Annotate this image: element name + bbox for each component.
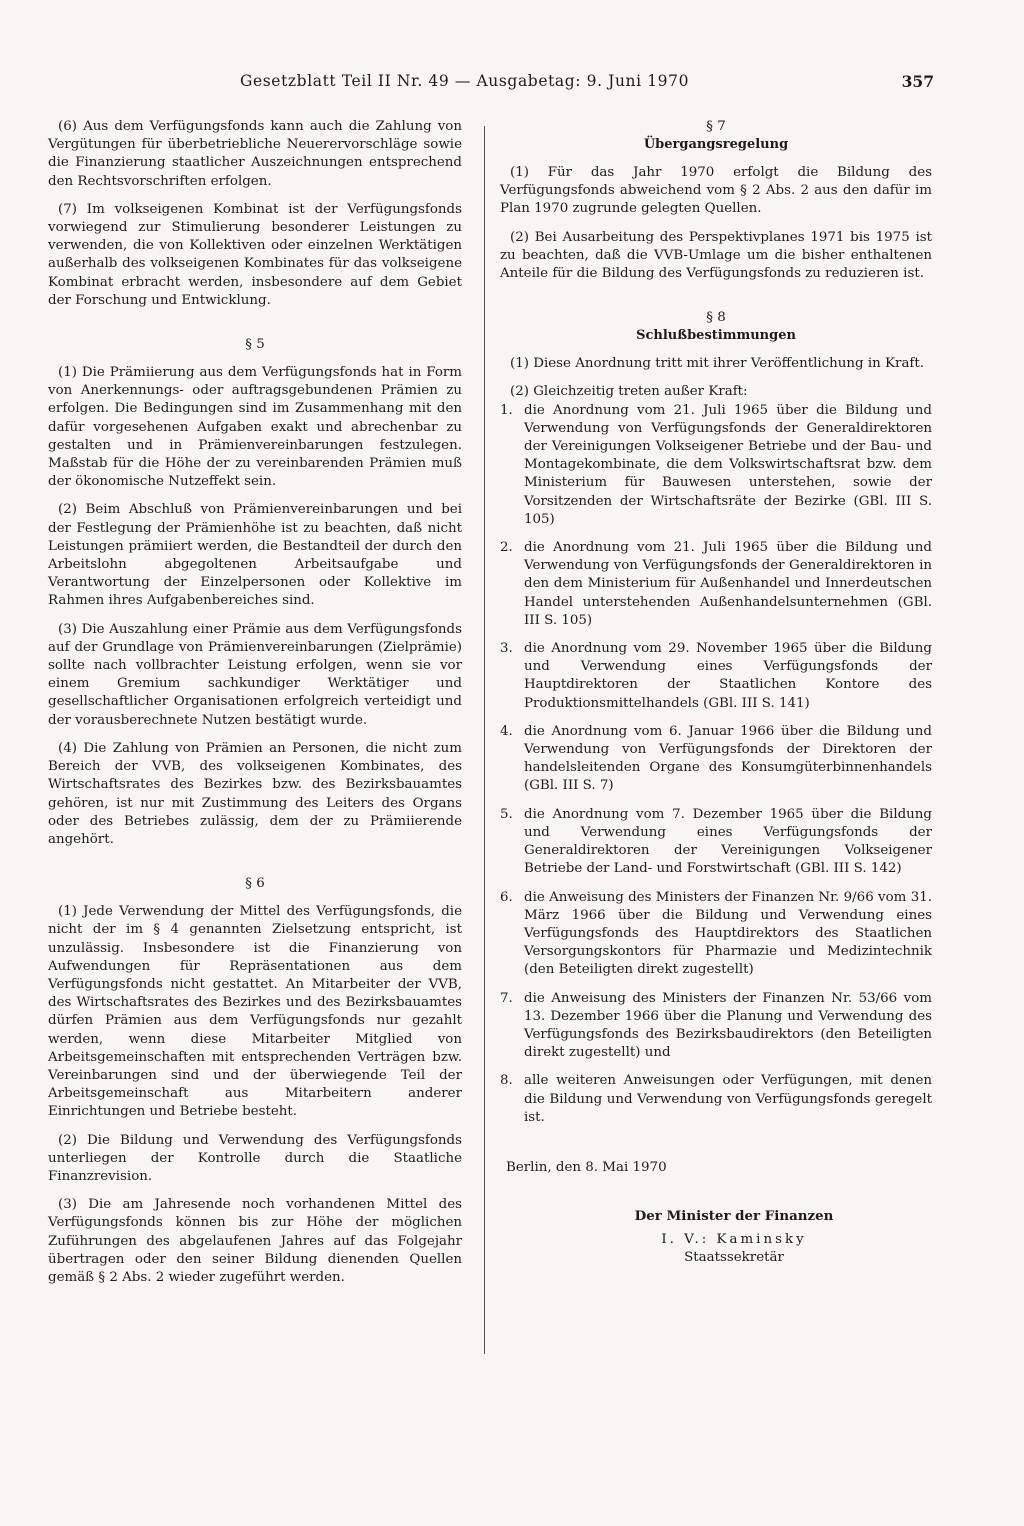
list-item-text: die Anordnung vom 21. Juli 1965 über die Bildung und Verwendung von Verfügungsfonds der Generaldirektoren in den dem Ministerium für Außenhandel und Innerdeutschen Handel unterstehenden Außenhandelsunternehmen (GBl. III S. 105) (524, 540, 932, 628)
list-item-number: 5. (500, 806, 513, 822)
section-5-paragraph-4: (4) Die Zahlung von Prämien an Personen, die nicht zum Bereich der VVB, des volkseigenen Kombinates, des Wirtschaftsrates des Bezirkes bzw. des Bezirksbauamtes gehören, ist nur mit Zustimmung des Leiters des Organs oder des Betriebes zulässig, dem der zu Prämiierende angehört. (48, 740, 462, 847)
list-item (500, 402, 932, 529)
section-6-paragraph-1: (1) Jede Verwendung der Mittel des Verfügungsfonds, die nicht der im § 4 genannten Zielsetzung entspricht, ist unzulässig. Insbesondere ist die Finanzierung von Aufwendungen für Repräsentationen aus dem Verfügungsfonds nicht gestattet. An Mitarbeiter der VVB, des Wirtschaftsrates des Bezirkes und des Bezirksbauamtes dürfen Prämien aus dem Verfügungsfonds nur gezahlt werden, wenn diese Mitarbeiter Mitglied von Arbeitsgemeinschaften mit entsprechenden Verträgen bzw. Vereinbarungen sind und der überwiegende Teil der Arbeitsgemeinschaft aus Mitarbeitern anderer Einrichtungen und Betriebe besteht. (48, 904, 462, 1120)
list-item-text: die Anordnung vom 7. Dezember 1965 über die Bildung und Verwendung eines Verfügungsfonds der Generaldirektoren der Vereinigungen Volkseigener Betriebe der Land- und Forstwirtschaft (GBl. III S. 142) (524, 806, 932, 877)
section-6-paragraph-2: (2) Die Bildung und Verwendung des Verfügungsfonds unterliegen der Kontrolle durch die Staatliche Finanzrevision. (48, 1132, 462, 1184)
page-header (240, 72, 934, 96)
section-6-heading: § 6 (245, 876, 265, 892)
section-8-paragraph-1: (1) Diese Anordnung tritt mit ihrer Veröffentlichung in Kraft. (510, 356, 925, 372)
list-item (500, 640, 932, 713)
list-item-number: 3. (500, 641, 513, 657)
list-item-number: 7. (500, 990, 513, 1006)
gazette-title: Gesetzblatt Teil II Nr. 49 — Ausgabetag: 9. Juni 1970 (240, 72, 690, 90)
section-8-heading: § 8 (706, 310, 726, 326)
signature-block (500, 1159, 932, 1267)
list-item-number: 4. (500, 723, 513, 739)
list-item-text: alle weiteren Anweisungen oder Verfügungen, mit denen die Bildung und Verwendung von Verfügungsfonds geregelt ist. (524, 1073, 932, 1125)
page-number: 357 (901, 72, 934, 91)
list-item (500, 889, 932, 980)
paragraph-6: (6) Aus dem Verfügungsfonds kann auch die Zahlung von Vergütungen für überbetriebliche Neuerervorschläge sowie die Finanzierung staatlicher Auszeichnungen entsprechend den Rechtsvorschriften erfolgen. (48, 119, 462, 189)
signatory-name: I. V.: Kaminsky (661, 1231, 807, 1247)
paragraph-7: (7) Im volkseigenen Kombinat ist der Verfügungsfonds vorwiegend zur Stimulierung besonderer Leistungen zu verwenden, die von Kollektiven oder einzelnen Werktätigen außerhalb des volkseigenen Kombinates für das volkseigene Kombinat erbracht werden, insbesondere auf dem Gebiet der Forschung und Entwicklung. (48, 201, 462, 308)
list-item (500, 723, 932, 796)
section-7-heading: § 7 (706, 119, 726, 134)
section-8-title: Schlußbestimmungen (636, 328, 796, 344)
section-7-title: Übergangsregelung (643, 137, 789, 152)
list-item (500, 806, 932, 879)
list-item (500, 539, 932, 630)
section-7-paragraph-2: (2) Bei Ausarbeitung des Perspektivplanes 1971 bis 1975 ist zu beachten, daß die VVB-Umlage um die bisher enthaltenen Anteile für die Bildung des Verfügungsfonds zu reduzieren ist. (500, 229, 932, 282)
section-5-paragraph-3: (3) Die Auszahlung einer Prämie aus dem Verfügungsfonds auf der Grundlage von Prämienvereinbarungen (Zielprämie) sollte nach vollbrachter Leistung erfolgen, wenn sie vor einem Gremium sachkundiger Werktätiger und gesellschaftlicher Organisationen erfolgreich verteidigt und der vorausberechnete Nutzen bestätigt wurde. (48, 621, 462, 728)
column-divider (484, 126, 485, 1354)
section-5-heading: § 5 (245, 337, 265, 353)
list-item-number: 8. (500, 1073, 513, 1089)
right-column (500, 118, 932, 1267)
section-6-paragraph-3: (3) Die am Jahresende noch vorhandenen Mittel des Verfügungsfonds können bis zur Höhe der möglichen Zuführungen des abgelaufenen Jahres auf das Folgejahr übertragen oder den seiner Bildung dienenden Quellen gemäß § 2 Abs. 2 wieder zugeführt werden. (48, 1197, 462, 1285)
list-item-text: die Anordnung vom 21. Juli 1965 über die Bildung und Verwendung von Verfügungsfonds der Generaldirektoren der Vereinigungen Volkseigener Betriebe und der Bau- und Montagekombinate, die dem Volkswirtschaftsrat bzw. dem Ministerium für Bauwesen unterstehen, sowie der Vorsitzenden der Wirtschaftsräte der Bezirke (GBl. III S. 105) (524, 402, 932, 527)
list-item-number: 2. (500, 540, 513, 556)
list-item-text: die Anordnung vom 29. November 1965 über die Bildung und Verwendung eines Verfügungsfonds der Hauptdirektoren der Staatlichen Kontore des Produktionsmittelhandels (GBl. III S. 141) (524, 641, 932, 711)
section-7-paragraph-1: (1) Für das Jahr 1970 erfolgt die Bildung des Verfügungsfonds abweichend vom § 2 Abs. 2 aus den dafür im Plan 1970 zugrunde gelegten Quellen. (500, 165, 932, 217)
list-item-text: die Anordnung vom 6. Januar 1966 über die Bildung und Verwendung von Verfügungsfonds der Direktoren der handelsleitenden Organe des Konsumgüterbinnenhandels (GBl. III S. 7) (524, 723, 932, 794)
signatory-role: Staatssekretär (684, 1249, 784, 1265)
repealed-list (500, 402, 932, 1127)
list-item-text: die Anweisung des Ministers der Finanzen Nr. 9/66 vom 31. März 1966 über die Bildung und Verwendung eines Verfügungsfonds des Hauptdirektors des Staatlichen Versorgungskontors für Pharmazie und Medizintechnik (den Beteiligten direkt zugestellt) (524, 889, 932, 978)
list-item-number: 1. (500, 402, 513, 418)
list-item (500, 1072, 932, 1127)
list-item-number: 6. (500, 889, 513, 905)
signatory-title: Der Minister der Finanzen (634, 1207, 834, 1224)
list-item-text: die Anweisung des Ministers der Finanzen Nr. 53/66 vom 13. Dezember 1966 über die Planung und Verwendung des Verfügungsfonds des Bezirksbaudirektors (den Beteiligten direkt zugestellt) und (524, 990, 932, 1061)
section-5-paragraph-2: (2) Beim Abschluß von Prämienvereinbarungen und bei der Festlegung der Prämienhöhe ist zu beachten, daß nicht Leistungen prämiiert werden, die Bestandteil der durch den Arbeitslohn abgegoltenen Arbeitsaufgabe und Verantwortung der Einzelpersonen oder Kollektive im Rahmen ihres Aufgabenbereiches sind. (48, 502, 462, 609)
section-5-paragraph-1: (1) Die Prämiierung aus dem Verfügungsfonds hat in Form von Anerkennungs- oder auftragsgebundenen Prämien zu erfolgen. Die Bedingungen sind im Zusammenhang mit den dafür vorgesehenen Aufgaben exakt und abrechenbar zu gestalten und in Prämienvereinbarungen festzulegen. Maßstab für die Höhe der zu vereinbarenden Prämien muß der ökonomische Nutzeffekt sein. (48, 365, 462, 490)
left-column (48, 118, 462, 1287)
place-and-date: Berlin, den 8. Mai 1970 (506, 1159, 667, 1175)
list-item (500, 990, 932, 1063)
section-8-paragraph-2: (2) Gleichzeitig treten außer Kraft: (510, 384, 748, 400)
